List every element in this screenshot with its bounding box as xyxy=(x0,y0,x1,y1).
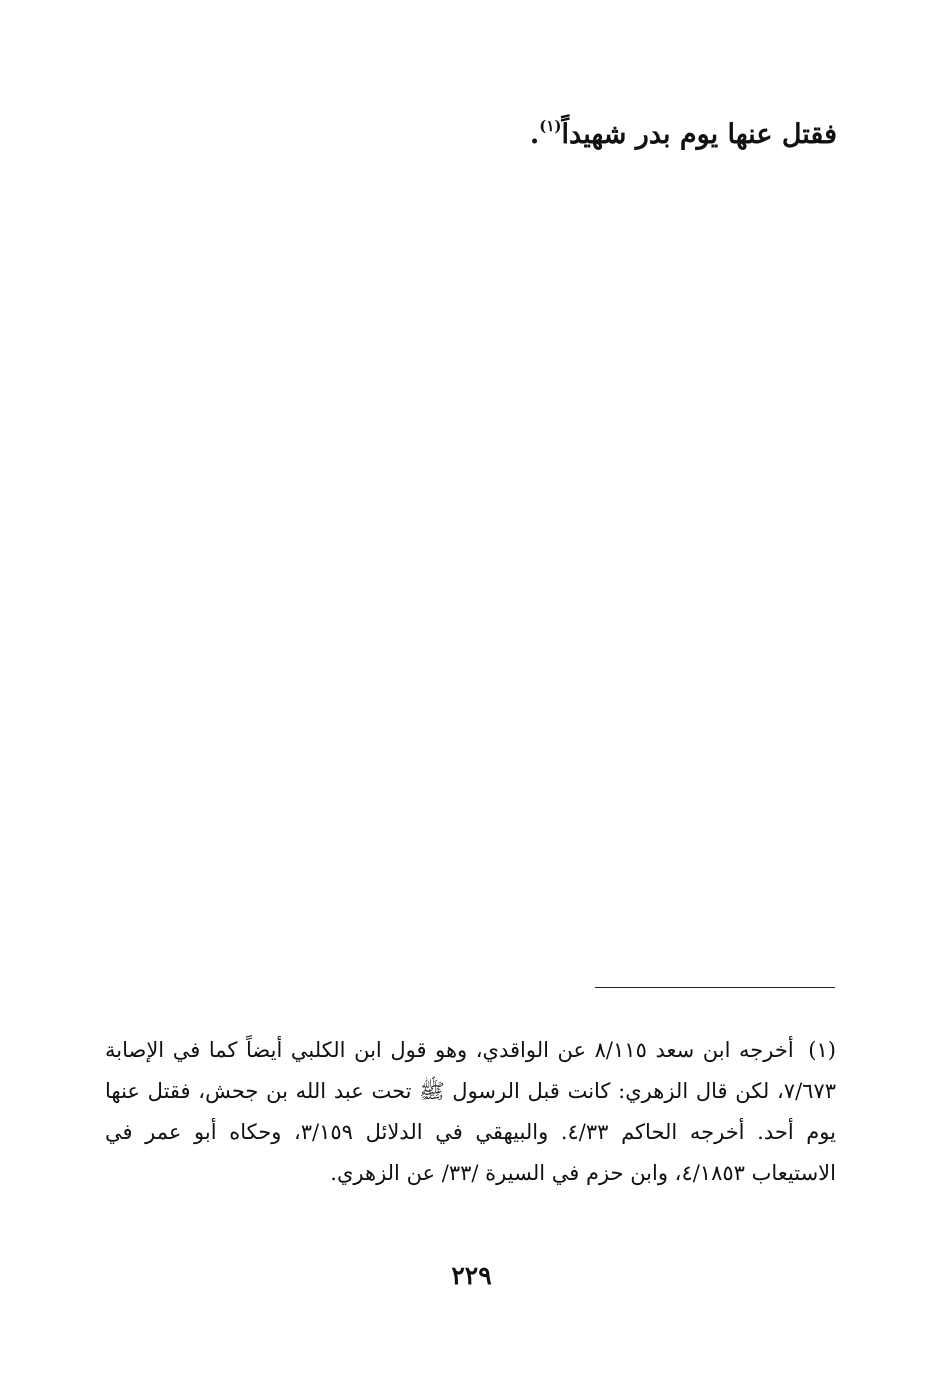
page-number: ٢٢٩ xyxy=(451,1261,492,1290)
footnote-text: أخرجه ابن سعد ٨/١١٥ عن الواقدي، وهو قول ابن الكلبي أيضاً كما في الإصابة ٧/٦٧٣، لكن قال الزهري: كانت قبل الرسول ﷺ تحت عبد الله بن جحش، فقتل عنها يوم أحد. أخرجه الحاكم ٤/٣٣. والبيهقي في الدلائل ٣/١٥٩، وحكاه أبو عمر في الاستيعاب ٤/١٨٥٣، وابن حزم في السيرة /٣٣/ عن الزهري. xyxy=(105,1038,836,1185)
footnote xyxy=(105,1030,836,1194)
footnote-separator xyxy=(595,987,835,988)
footnote-marker: (١) xyxy=(808,1038,836,1062)
main-text-line xyxy=(137,112,837,161)
main-text-end: . xyxy=(529,119,540,150)
footnote-reference: (١) xyxy=(539,117,562,135)
main-text: فقتل عنها يوم بدر شهيداً xyxy=(561,119,837,150)
